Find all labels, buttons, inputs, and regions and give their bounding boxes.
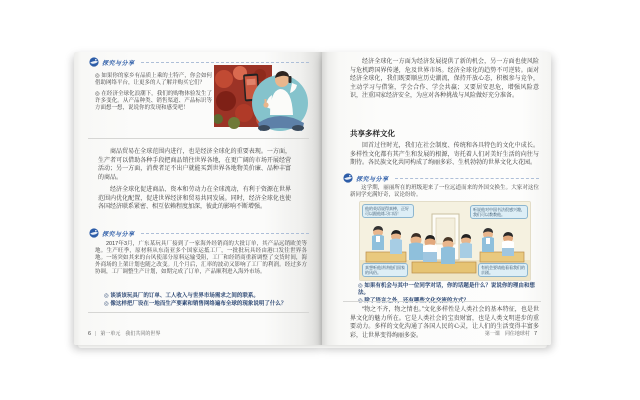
lesson-title: 第一课 同住地球村 [484, 331, 530, 337]
page-right [322, 52, 551, 345]
section-divider [343, 301, 541, 302]
body-paragraph: 经济全球化促进商品、资本和劳动力在全球流动，有利于资源在世界范围内优化配置，促进世界经济和贸易共同发展。同时，经济全球化也使各国经济联系紧密、相互依赖程度加深，彼此的影响不断增强。 [98, 187, 291, 210]
activity-bottom-header [89, 228, 309, 238]
book-spread [74, 52, 551, 345]
activity-question: ◎ 谈谈该玩具厂的订单、工人收入与世界市场需求之间的联系。 [104, 293, 259, 299]
globe-icon [89, 57, 99, 67]
photo-livestream-seller [214, 61, 309, 133]
activity-intro: 这学期，丽丽所在的班级迎来了一位远道而来的外国交换生。大家对这位新同学充满好奇，议论纷纷。 [350, 185, 539, 198]
rubric-dashed-rule [141, 233, 309, 234]
body-paragraph: 经济全球化一方面为经济发展提供了新的机会，另一方面也使风险与危机跨国界传递，危及世界市场。经济全球化的趋势不可逆转。面对经济全球化，我们既要顺应历史潮流，保持开放心态，积极参与竞争，主动学习与借鉴，学会合作、学会共赢；又要居安思危，增强风险意识，注重国家经济安全，为应对各种挑战与风险做好充分准备。 [350, 59, 539, 99]
activity-question: ◎ 像这样把厂设在一地而生产要素和销售网络遍布全球的现象说明了什么？ [104, 301, 287, 307]
footer-left [88, 330, 160, 337]
activity-question: ◎ 如果有机会与其中一位同学对话，你的话题是什么？说说你的理由和想法。 [358, 283, 535, 296]
activity-question: ◎ 除了语言之外，还有哪些文化交流的方式？ [358, 298, 469, 304]
rubric-dashed-rule [395, 178, 539, 179]
activity-top-label: 探究与分享 [102, 60, 135, 67]
page-left [74, 52, 322, 345]
body-paragraph: “物之不齐，物之情也。”文化多样性是人类社会的基本特征，也是世界文化的魅力所在。它是人类社会的宝贵财富，也是人类文明进步的重要动力。多样的文化沟通了各国人民的心灵，让人们的生活变得丰富多彩，让世界变得绚丽多姿。 [350, 307, 539, 339]
activity-bottom-questions [104, 293, 304, 308]
activity-story: 2017年3月，广东某玩具厂接到了一家海外经销商的大批订单，其产品远销欧美等地。生产旺季，原材料从东南亚多个国家运抵工厂，一批批玩具经由港口发往世界各地。一场突如其来的台风使部分原料运输受阻，工厂和经销商重新调整了交货时间，海外商场的上架计划也随之改变。几个月后，汇率的波动又影响了工厂的利润。经过多方协调，工厂调整生产计划，如期完成了订单，产品顺利进入海外市场。 [95, 241, 307, 275]
page-number: 6 [88, 330, 92, 337]
section-divider [88, 138, 309, 139]
section-heading: 共享多样文化 [350, 129, 395, 138]
section-divider [88, 312, 309, 313]
speech-bubble: 有机会要请他看看我们的京剧。 [478, 263, 528, 277]
activity-question: ◎ 如果你的家乡有品质上乘的土特产，你会如何借助网络平台，让更多的人了解并购买它们？ [95, 73, 212, 86]
globe-icon [89, 228, 99, 238]
globe-icon [343, 173, 353, 183]
photo-illustration [214, 61, 309, 133]
page-number: 7 [533, 330, 537, 337]
body-paragraph: 商品贸易在全球范围内进行，也是经济全球化的重要表现。一方面，生产者可以借助各种手段把商品销往世界各地，在更广阔的市场开展经营活动；另一方面，消费者足不出户就能买到世界各地物美价廉、品种丰富的商品。 [98, 149, 291, 181]
footer-separator: | [95, 330, 97, 337]
footer-right [485, 330, 537, 337]
activity-right-header [343, 173, 539, 183]
classroom-illustration [359, 201, 531, 281]
activity-bottom-label: 探究与分享 [102, 231, 135, 238]
unit-title: 第一单元 我们共同的世界 [100, 331, 161, 337]
speech-bubble: 真想听他讲讲他们国家的风俗。 [362, 263, 408, 277]
activity-top-questions [95, 71, 212, 112]
body-paragraph: 回首过往时光，我们在社会制度、传统和各具特色的文化中成长。多样性文化都有其产生和发展的根源，寄托着人们对美好生活的向往与期待。各民族文化共同构成了绚丽多彩、生机勃勃的世界文化大花园。 [350, 143, 539, 166]
activity-question: ◎ 在经济全球化浪潮下，我们的购物体验发生了许多变化。从产品种类、销售渠道、产品标识等方面想一想，说说你的发现和感受吧！ [95, 91, 212, 111]
activity-right-label: 探究与分享 [356, 176, 389, 183]
speech-bubble: 他的英语说得真棒，正好可以跟他练习口语！ [362, 204, 414, 218]
speech-bubble: 听说他对中国书法很感兴趣，我们可以教教他。 [470, 205, 528, 219]
